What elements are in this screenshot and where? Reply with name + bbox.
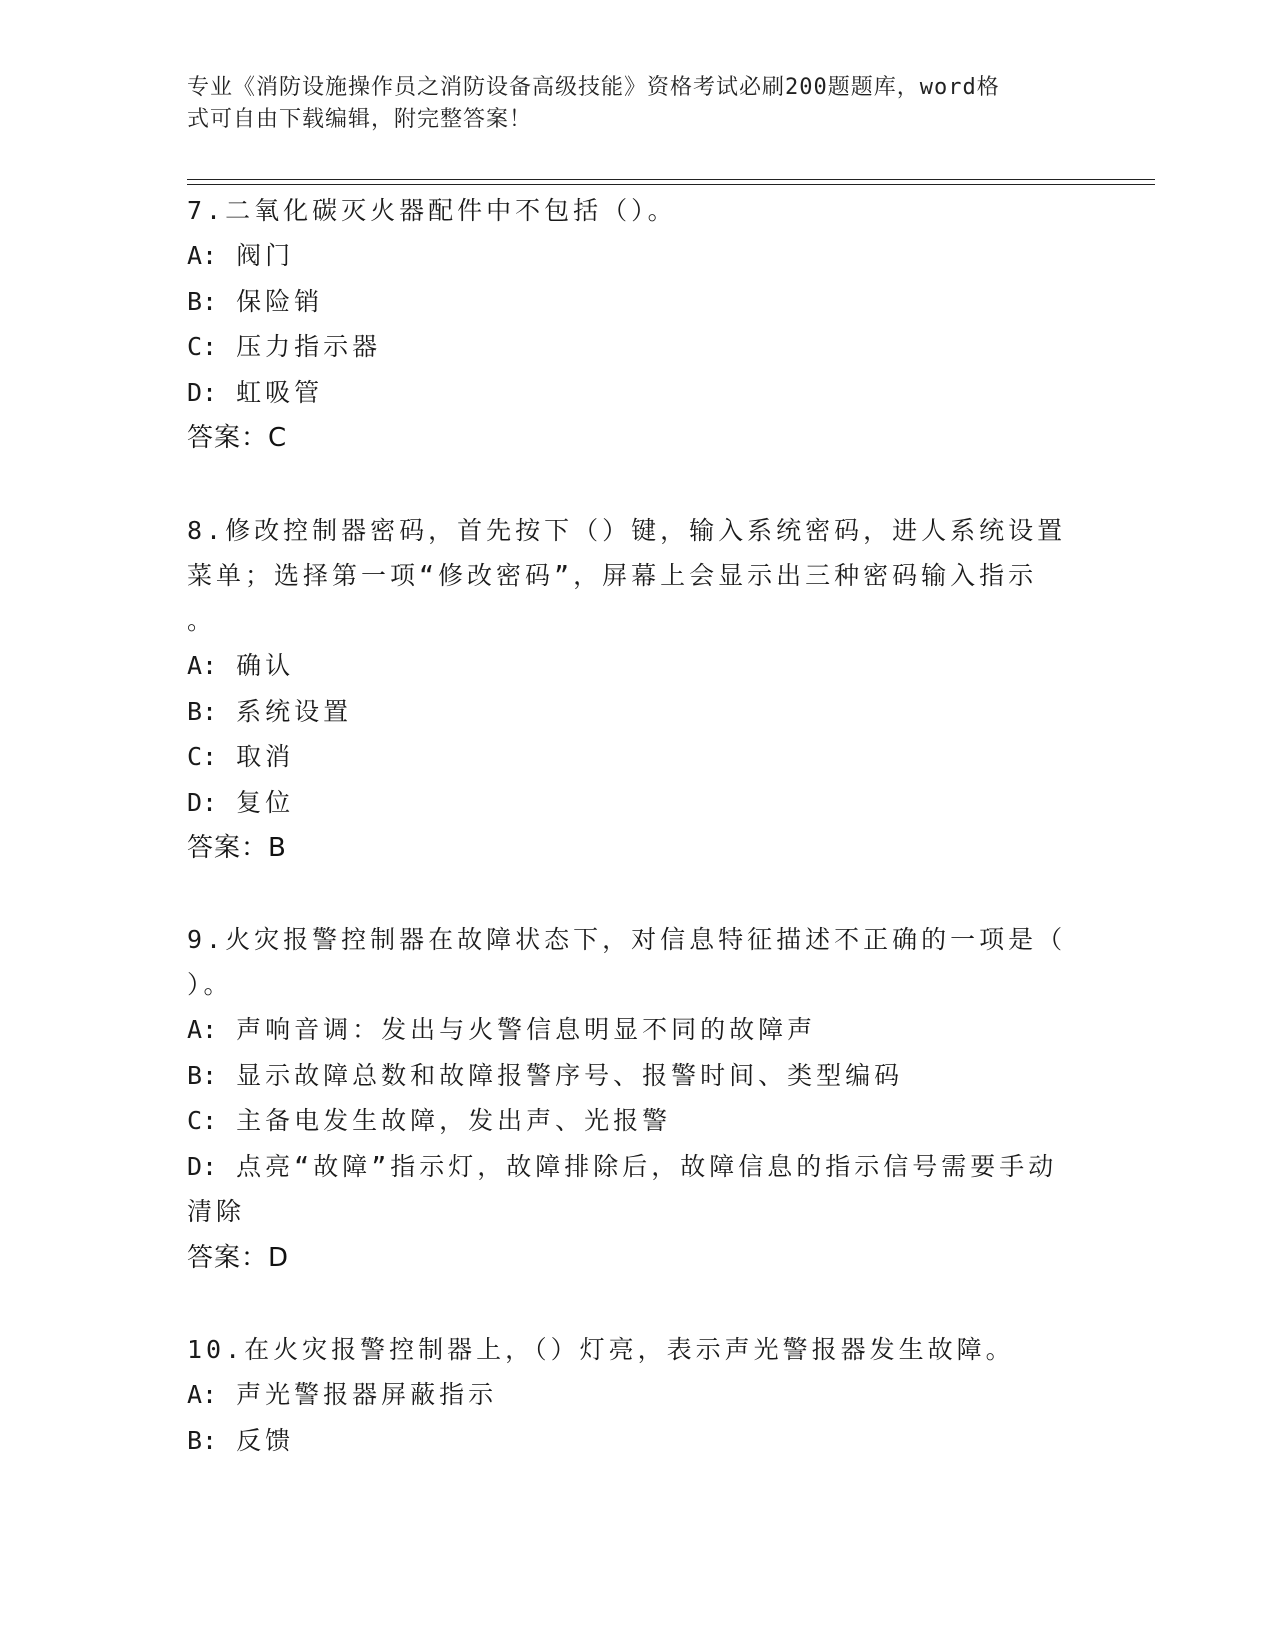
question-stem-line-1: 8.修改控制器密码，首先按下（）键，输入系统密码，进人系统设置 <box>187 516 1067 545</box>
option-d: D: 虹吸管 <box>187 377 324 407</box>
document-header <box>187 72 1067 136</box>
option-b: B: 保险销 <box>187 286 324 316</box>
question-10 <box>187 1327 1067 1463</box>
question-stem-line-2: ）。 <box>187 970 233 999</box>
header-divider-top <box>187 179 1155 180</box>
option-b: B: 系统设置 <box>187 696 353 726</box>
question-stem-line-2: 菜单；选择第一项“修改密码”，屏幕上会显示出三种密码输入指示 <box>187 561 1038 590</box>
answer-line: 答案：D <box>187 1242 290 1273</box>
question-stem: 7.二氧化碳灭火器配件中不包括（）。 <box>187 196 677 225</box>
header-line-1: 专业《消防设施操作员之消防设备高级技能》资格考试必刷200题题库，word格 <box>187 75 1000 100</box>
option-a: A: 声光警报器屏蔽指示 <box>187 1380 498 1409</box>
question-stem-line-3: 。 <box>187 606 217 635</box>
option-d-continuation: 清除 <box>187 1197 246 1226</box>
header-line-2: 式可自由下载编辑，附完整答案！ <box>187 107 533 132</box>
option-d: D: 点亮“故障”指示灯，故障排除后，故障信息的指示信号需要手动 <box>187 1151 1058 1181</box>
question-stem-line-1: 9.火灾报警控制器在故障状态下，对信息特征描述不正确的一项是（ <box>187 925 1067 954</box>
option-c: C: 取消 <box>187 742 295 771</box>
option-c: C: 主备电发生故障，发出声、光报警 <box>187 1106 672 1135</box>
question-9 <box>187 917 1067 1281</box>
question-stem: 10.在火灾报警控制器上，（）灯亮，表示声光警报器发生故障。 <box>187 1335 1015 1364</box>
answer-line: 答案：B <box>187 833 287 863</box>
option-c: C: 压力指示器 <box>187 332 382 361</box>
header-divider-bottom <box>187 184 1155 185</box>
question-8 <box>187 508 1067 871</box>
option-a: A: 阀门 <box>187 241 295 270</box>
question-7 <box>187 188 1067 461</box>
option-a: A: 声响音调：发出与火警信息明显不同的故障声 <box>187 1015 817 1044</box>
option-d: D: 复位 <box>187 787 295 817</box>
option-a: A: 确认 <box>187 651 295 680</box>
answer-line: 答案：C <box>187 423 288 453</box>
option-b: B: 反馈 <box>187 1425 295 1455</box>
option-b: B: 显示故障总数和故障报警序号、报警时间、类型编码 <box>187 1060 904 1090</box>
